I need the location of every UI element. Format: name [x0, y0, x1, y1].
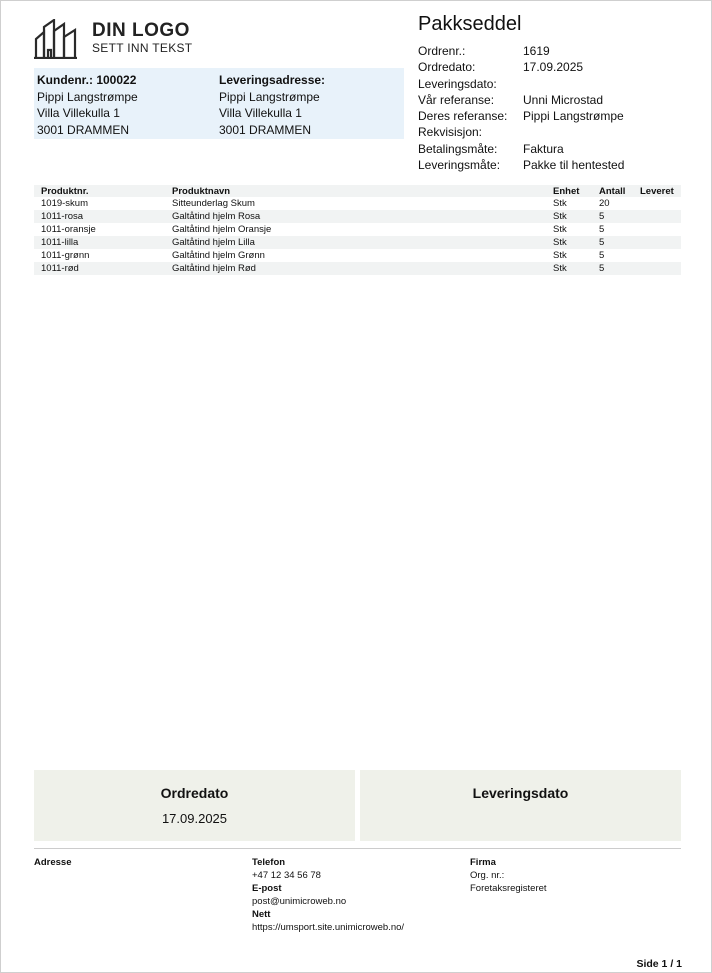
delivery-address-heading: Leveringsadresse: [219, 73, 326, 87]
product-unit: Stk [553, 224, 567, 235]
order-info-label: Betalingsmåte: [418, 141, 498, 156]
order-info-row [418, 108, 624, 124]
table-row [34, 223, 681, 236]
footer-web: https://umsport.site.unimicroweb.no/ [252, 922, 405, 933]
order-info-label: Leveringsmåte: [418, 158, 501, 173]
delivery-city: 3001 DRAMMEN [219, 122, 312, 137]
order-info-row [418, 59, 624, 75]
column-header-unit: Enhet [546, 185, 592, 197]
product-unit: Stk [553, 250, 567, 261]
table-row [34, 262, 681, 275]
order-info-value: Pakke til hentested [523, 158, 625, 173]
product-quantity: 5 [599, 250, 605, 261]
order-info-label: Leveringsdato: [418, 76, 497, 91]
order-info-row [418, 141, 624, 157]
product-number: 1011-rød [34, 262, 165, 275]
product-delivered [633, 262, 681, 275]
customer-street: Villa Villekulla 1 [37, 106, 120, 120]
customer-box [34, 68, 404, 139]
product-quantity: 5 [592, 210, 633, 223]
order-info [418, 43, 624, 173]
product-delivered [633, 197, 681, 210]
page-number: Side 1 / 1 [636, 958, 682, 970]
product-name: Sitteunderlag Skum [172, 198, 255, 209]
product-number: 1011-oransje [41, 224, 96, 235]
order-info-value: Pippi Langstrømpe [523, 109, 624, 124]
product-quantity: 5 [592, 262, 633, 275]
order-date-label: Ordredato [160, 785, 229, 801]
footer-org-number: Org. nr.: [470, 870, 505, 881]
order-info-label: Ordrenr.: [418, 44, 466, 58]
product-name: Galtåtind hjelm Rosa [165, 210, 546, 223]
delivery-date-box [360, 770, 681, 841]
product-number: 1011-rosa [34, 210, 165, 223]
product-quantity: 5 [599, 224, 605, 235]
product-delivered [633, 249, 681, 262]
order-info-row [418, 76, 624, 92]
order-info-label: Rekvisisjon: [418, 125, 483, 140]
order-info-value: 1619 [523, 44, 550, 58]
footer-divider [34, 848, 681, 849]
logo-title: DIN LOGO [92, 20, 190, 41]
customer-name: Pippi Langstrømpe [37, 89, 138, 104]
table-row [34, 236, 681, 249]
logo-subtitle: SETT INN TEKST [92, 41, 193, 55]
delivery-name: Pippi Langstrømpe [219, 89, 320, 104]
delivery-address [219, 72, 325, 138]
product-unit: Stk [546, 210, 592, 223]
product-name: Galtåtind hjelm Grønn [172, 250, 265, 261]
order-info-label: Ordredato: [418, 60, 476, 75]
column-header-quantity: Antall [592, 185, 633, 197]
product-name: Galtåtind hjelm Lilla [165, 236, 546, 249]
product-number: 1019-skum [41, 198, 88, 209]
customer-number: Kundenr.: 100022 [37, 73, 137, 87]
order-info-value: 17.09.2025 [523, 60, 584, 75]
building-logo-icon [34, 19, 78, 59]
product-unit: Stk [553, 198, 567, 209]
product-name: Galtåtind hjelm Rød [165, 262, 546, 275]
product-unit: Stk [546, 236, 592, 249]
footer-contact [252, 856, 404, 934]
footer-email-label: E-post [252, 883, 282, 894]
footer-address-label: Adresse [34, 857, 72, 868]
document-title: Pakkseddel [418, 13, 522, 35]
order-info-label: Deres referanse: [418, 109, 508, 124]
order-date-value: 17.09.2025 [161, 811, 228, 826]
order-info-value: Unni Microstad [523, 92, 604, 107]
customer-city: 3001 DRAMMEN [37, 122, 130, 137]
product-unit: Stk [546, 262, 592, 275]
table-header-row [34, 185, 681, 197]
footer-company-label: Firma [470, 857, 496, 868]
product-number: 1011-grønn [41, 250, 90, 261]
footer-company [470, 856, 547, 895]
column-header-delivered: Leveret [633, 185, 681, 197]
footer-phone: +47 12 34 56 78 [252, 870, 321, 881]
table-row [34, 249, 681, 262]
delivery-street: Villa Villekulla 1 [219, 106, 302, 120]
product-quantity: 20 [599, 198, 610, 209]
table-row [34, 210, 681, 223]
product-delivered [633, 223, 681, 236]
product-name: Galtåtind hjelm Oransje [172, 224, 272, 235]
order-info-row [418, 157, 624, 173]
footer-registry: Foretaksregisteret [470, 883, 547, 894]
footer-phone-label: Telefon [252, 857, 286, 868]
product-delivered [633, 236, 681, 249]
order-info-row [418, 124, 624, 140]
delivery-date-label: Leveringsdato [472, 785, 569, 801]
customer-address [37, 72, 138, 138]
column-header-product-number: Produktnr. [34, 185, 165, 197]
products-table [34, 185, 681, 275]
footer-web-label: Nett [252, 909, 271, 920]
order-info-row [418, 43, 624, 59]
table-row [34, 197, 681, 210]
order-date-box [34, 770, 355, 841]
product-quantity: 5 [592, 236, 633, 249]
product-delivered [633, 210, 681, 223]
column-header-product-name: Produktnavn [165, 185, 546, 197]
footer-email: post@unimicroweb.no [252, 896, 347, 907]
footer-address [34, 856, 72, 869]
product-number: 1011-lilla [34, 236, 165, 249]
order-info-value: Faktura [523, 141, 564, 156]
order-info-label: Vår referanse: [418, 92, 495, 107]
order-info-row [418, 92, 624, 108]
